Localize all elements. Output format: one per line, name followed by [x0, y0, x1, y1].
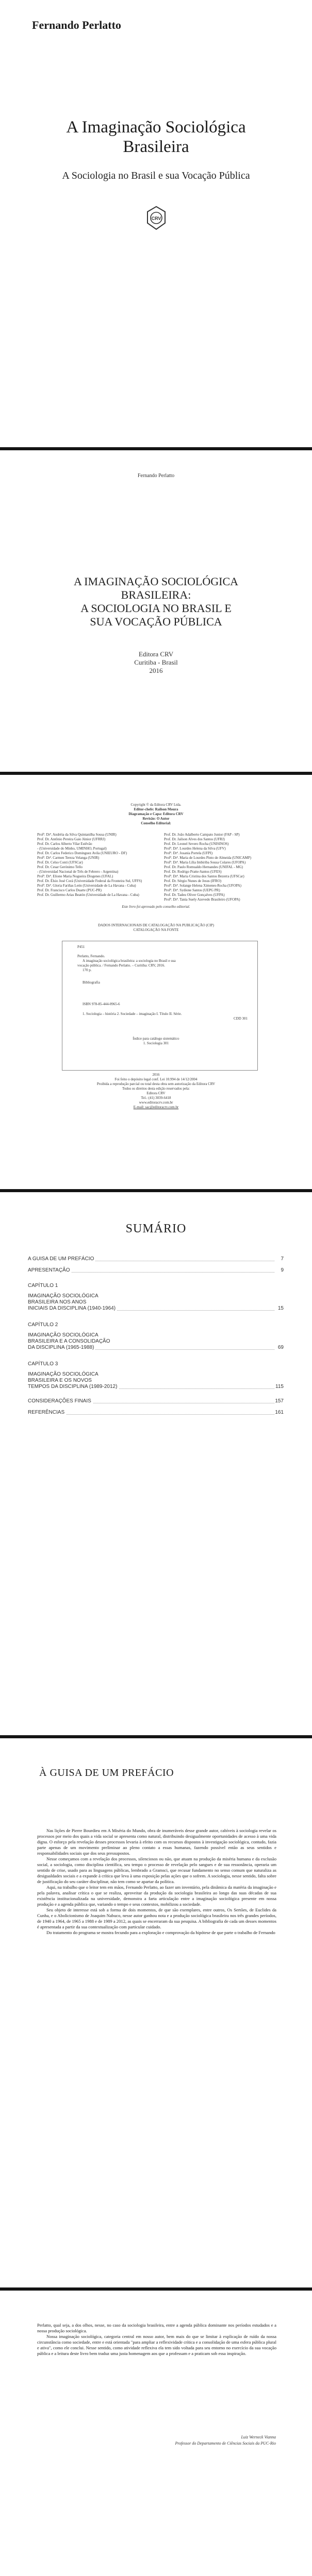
preface-paragraph: Nesse começamos com a revelação dos processos, silenciosos ou não, que atuam na produção da miséria humana e da exclusão social, a sociologia, como disciplina científica, seu tempo o processo de revelação pelo sangues e de sua ressonância, operaria um sentido de crise, usado para as linguagens públicas, lembrado a Gramsci, que recusar fundamento no senso comum que naturaliza as desigualdades sociais e a expande à crítica que leva à uma exposição pelas ações que o sofrem. A sociologia, nesse sentido, falta sobre de justificação do seu caráter disciplinar, não tem como se apartar da política.	[37, 1856, 276, 1884]
board-member: Profª. Drª. Maria Cristina dos Santos Bezerra (UFSCar)	[164, 874, 244, 878]
revision-credit: Revisão: O Autor	[142, 817, 170, 821]
logo-text: CRV	[151, 216, 161, 221]
board-member: Profª. Drª. Solange Helena Ximenes-Rocha (UFOPA)	[164, 884, 241, 888]
systematic-index	[0, 1037, 312, 1046]
toc-page: 69	[277, 1345, 284, 1350]
board-member: Prof. Dr. João Adalberto Campato Junior (FAP - SP)	[164, 833, 240, 837]
toc-page: 9	[281, 1267, 284, 1273]
signature-role: Professor do Departamento de Ciências Sociais da PUC-Rio	[175, 2441, 276, 2446]
isbn: ISBN 978-85-444-0965-6	[83, 1002, 120, 1006]
inner-title-line: SUA VOCAÇÃO PÚBLICA	[90, 615, 222, 628]
catalog-line: Perlatto, Fernando.	[77, 954, 105, 958]
chapter-heading: CAPÍTULO 2	[28, 1322, 58, 1328]
board-member: Profª. Drª. Elione Maria Nogueira Diogenes (UFAL)	[37, 874, 113, 878]
signature-name: Luiz Werneck Vianna	[241, 2435, 276, 2439]
footer-line: Foi feito o depósito legal conf. Lei 10.994 de 14/12/2004	[114, 1077, 198, 1081]
summary-title: SUMÁRIO	[125, 1222, 187, 1235]
preface-paragraph: Aqui, na trabalho que o leitor tem em mãos, Fernando Perlatto, ao fazer um inventário, pela dinâmica da matéria da imaginação e pela palavra, analisar crítica o que se realiza, aproveitar da produção da sociologia brasileira ao longo das suas décadas de sua existência institucionalizada na universidade, demonstra a farta articulação entre a imaginação sociológica presente em nossa produção e a agenda pública que, variando o tempo e seus contextos, mobilizou a sociedade.	[37, 1885, 276, 1907]
layout-credit: Diagramação e Capa: Editora CRV	[128, 812, 184, 816]
toc-page: 15	[277, 1306, 284, 1311]
toc-entry[interactable]	[28, 1410, 284, 1416]
cover-subtitle: A Sociologia no Brasil e sua Vocação Pública	[62, 170, 250, 181]
board-member: Prof. Dr. Francisco Carlos Duarte (PUC-PR)	[37, 888, 102, 892]
inner-title-line: BRASILEIRA:	[121, 588, 191, 601]
toc-label-line: INICIAIS DA DISCIPLINA (1940-1964)	[28, 1306, 117, 1311]
copyright-block	[0, 803, 312, 826]
toc-label-line: BRASILEIRA E A CONSOLIDAÇÃO	[28, 1338, 110, 1344]
footer-line: Proibida a reprodução parcial ou total desta obra sem autorização da Editora CRV	[96, 1082, 216, 1086]
board-member: Profª. Drª. Sydione Santos (UEPG PR)	[164, 888, 220, 892]
footer-line: www.editoracrv.com.br	[139, 1100, 173, 1105]
toc-label: APRESENTAÇÃO	[28, 1267, 72, 1273]
footer-line: Tel.: (41) 3039-6418	[141, 1096, 171, 1100]
preface-paragraph: Seu objeto de interesse está sob a forma de dois momentos, de que são exemplares, entre outros, Os Sertões, de Euclides da Cunha, e o Abolicionismo de Joaquim Nabuco, nesse autor ganhou nota e a produção sociológica brasileira nos três grandes períodos, de 1940 a 1964, de 1965 a 1988 e de 1989 a 2012, as quais se encerraram da sua pesquisa. A bibliografia de cada um desses momentos é apresentada a partir da sua contextualização com particular cuidado.	[37, 1907, 276, 1929]
cdd-code: CDD 301	[233, 1016, 248, 1021]
board-member: Profª. Drª. Andréia da Silva Quintanilha Sousa (UNIR)	[37, 833, 117, 837]
toc-label-line: IMAGINAÇÃO SOCIOLÓGICA	[28, 1332, 98, 1338]
subject-entries: 1. Sociologia – história 2. Sociedade – imaginação I. Título II. Série.	[83, 1012, 182, 1016]
toc-label-line: IMAGINAÇÃO SOCIOLÓGICA	[28, 1293, 98, 1299]
page-divider	[0, 2287, 312, 2291]
board-member: Prof. Dr. Paulo Romualdo Hernandes (UNIFAL - MG)	[164, 865, 243, 869]
toc-label: CONSIDERAÇÕES FINAIS	[28, 1398, 93, 1404]
editorial-board-left	[37, 833, 161, 897]
editor-chief: Editor-chefe: Railson Moura	[134, 807, 178, 811]
inner-title	[0, 575, 312, 629]
footer-line: Todos os direitos desta edição reservados pela:	[122, 1087, 190, 1091]
preface-paragraph: Perlatto, qual seja, a dos olhos, nesse, no caso da sociologia brasileira, entre a agenda pública dominante nos períodos estudados e a nossa produção sociológica.	[37, 2323, 276, 2333]
editorial-board-heading: Conselho Editorial:	[141, 821, 171, 825]
toc-label: REFERÊNCIAS	[28, 1410, 66, 1415]
board-member: Profª. Drª. Carmen Tereza Velanga (UNIR)	[37, 856, 100, 860]
board-member: Prof. Dr. Jailson Alves dos Santos (UFRJ)	[164, 837, 225, 841]
toc-label-line: TEMPOS DA DISCIPLINA (1989-2012)	[28, 1384, 119, 1389]
footer-line: Editora CRV	[146, 1091, 166, 1095]
board-member: Prof. Dr. Élsio José Corá (Universidade Federal da Fronteira Sul, UFFS)	[37, 879, 142, 883]
toc-entry[interactable]	[28, 1267, 284, 1274]
preface-continuation	[37, 2323, 276, 2357]
chapter-heading: CAPÍTULO 3	[28, 1361, 58, 1367]
chapter-heading: CAPÍTULO 1	[28, 1283, 58, 1289]
preface-title: À GUISA DE UM PREFÁCIO	[39, 1767, 174, 1778]
toc-page: 7	[281, 1256, 284, 1262]
toc-label: A GUISA DE UM PREFÁCIO	[28, 1256, 95, 1262]
cover-title-line2: Brasileira	[123, 138, 189, 156]
board-member: Prof. Dr. Carlos Federico Dominguez Avila (UNIEURO - DF)	[37, 851, 127, 855]
index-title: Índice para catálogo sistemático	[133, 1037, 179, 1041]
publisher-city: Curitiba - Brasil	[134, 658, 178, 666]
toc-entry[interactable]	[28, 1293, 284, 1312]
toc-entry[interactable]	[28, 1256, 284, 1262]
toc-label-line: BRASILEIRA NOS ANOS	[28, 1299, 87, 1305]
toc-entry[interactable]	[28, 1398, 284, 1404]
cover-title	[0, 117, 312, 157]
preface-paragraph: Do tratamento do programa se mostra fecundo para a exploração e comprovação da hipótese de que parte o trabalho de Fernando	[46, 1930, 275, 1935]
board-member: Prof. Dr. Cesar Gerónimo Tello	[37, 865, 83, 869]
board-member: - (Universidad Nacional de Três de Febrero - Argentina)	[37, 870, 119, 874]
inner-title-line: A IMAGINAÇÃO SOCIOLÓGICA	[74, 575, 238, 588]
preface-paragraph: Nas lições de Pierre Bourdieu em A Miséria do Mundo, obra de inumeráveis desse grande autor, cabíveis à sociologia revelar os processos por meio dos quais a vida social se apresenta como natural, distribuindo desigualmente oportunidades de acesso à uma vida digna. O esforço pela revelação desses processos levaria à efeito com os recursos dispostos à investigação sociológica, contudo, fazia parte apenas de um movimento preliminar ao pleno contato a essas humanas, fazendo possível então as seus sentidos e responsabilidades sociais que dos seus pressupostos.	[37, 1828, 276, 1856]
bibliography-label: Bibliografia	[83, 980, 100, 985]
subject-line	[77, 1012, 248, 1021]
footer-line: 2016	[152, 1073, 160, 1077]
footer-line: E-mail: sac@editoracrv.com.br	[133, 1105, 179, 1109]
toc-page: 161	[275, 1410, 284, 1415]
catalog-line: A imaginação sociológica brasileira: a sociologia no Brasil e sua	[83, 959, 176, 963]
board-member: Profª. Drª. Tania Suely Azevedo Brasileiro (UFOPA)	[164, 897, 240, 902]
board-member: Prof. Dr. Carlos Alberto Vilar Estêvão	[37, 842, 92, 846]
inner-publisher	[0, 650, 312, 675]
inner-title-line: A SOCIOLOGIA NO BRASIL E	[80, 602, 232, 615]
board-member: Profª. Drª. Maria Lília Imbiriba Sousa Colares (UFOPA)	[164, 860, 246, 865]
board-member: Prof. Dr. Leonel Severo Rocha (UNISINOS)	[164, 842, 229, 846]
index-entry: 1. Sociologia 301	[143, 1041, 169, 1045]
toc-page: 157	[275, 1398, 284, 1404]
preface-paragraph: Nossa imaginação sociológica, categoria central em nosso autor, bem mais do que se limitar à explicação de ruído da nossa circunstância como sociedade, entre e está orientada "para ampliar a reflexividade crítica e a consolidação de uma esfera pública plural e ativa", como ele conclui. Nesse sentido, como atividade reflexiva ela tem sido voltada para seu entorno no exercício da sua vocação pública e a leitura deste livro bem traduz uma justa homenagem aos que a professam e a praticam sob essa inspiração.	[37, 2334, 276, 2356]
catalog-line: 170 p.	[83, 968, 92, 972]
catalog-line: vocação pública. / Fernando Perlatto. – Curitiba: CRV, 2016.	[77, 963, 166, 968]
toc-label-line: DA DISCIPLINA (1965-1988)	[28, 1345, 95, 1350]
board-member: Profª. Drª. Josania Portela (UFPI)	[164, 851, 213, 855]
cip-subtitle: CATALOGAÇÃO NA FONTE	[133, 928, 179, 932]
board-member: Profª. Drª. Gloria Fariñas León (Universidade de La Havana - Cuba)	[37, 884, 136, 888]
toc-page: 115	[275, 1384, 284, 1389]
cip-heading	[0, 923, 312, 933]
toc-label-line: IMAGINAÇÃO SOCIOLÓGICA	[28, 1371, 98, 1377]
board-member: Profª. Drª. Lourdes Helena da Silva (UFV)	[164, 846, 226, 851]
board-member: Prof. Dr. Rodrigo Pratte-Santos (UFES)	[164, 870, 222, 874]
preface-body	[37, 1828, 276, 1936]
board-member: Prof. Dr. Guillermo Arias Beatón (Universidade de La Havana - Cuba)	[37, 893, 139, 897]
page-divider	[0, 1189, 312, 1192]
page-divider	[0, 772, 312, 775]
toc-entry[interactable]	[28, 1371, 284, 1390]
publisher-logo-icon	[145, 205, 168, 231]
toc-label-line: BRASILEIRA E OS NOVOS	[28, 1378, 92, 1383]
copyright-line: Copyright © da Editora CRV Ltda.	[130, 803, 182, 807]
inner-author: Fernando Perlatto	[137, 473, 175, 479]
peer-review-note: Este livro foi aprovado pelo conselho editorial.	[122, 905, 190, 909]
board-member: Prof. Dr. Celso Conti (UFSCar)	[37, 860, 83, 865]
board-member: Prof. Dr. Antônio Pereira Gaio Júnior (UFRRJ)	[37, 837, 106, 841]
cip-title: DADOS INTERNACIONAIS DE CATALOGAÇÃO NA PUBLICAÇÃO (CIP)	[98, 923, 214, 927]
board-member: Prof. Dr. Sérgio Nunes de Jesus (IFRO)	[164, 879, 222, 883]
publication-year: 2016	[149, 667, 163, 674]
catalog-entry	[77, 954, 253, 973]
toc-entry[interactable]	[28, 1332, 284, 1351]
editorial-board-right	[164, 833, 288, 902]
title-page	[0, 0, 312, 447]
page-divider	[0, 1735, 312, 1738]
board-member: - (Universidade do Minho, UMINHO, Portugal)	[37, 846, 107, 851]
publisher-name: Editora CRV	[138, 650, 174, 658]
board-member: Profª. Drª. Maria de Lourdes Pinto de Almeida (UNICAMP)	[164, 856, 252, 860]
cover-author: Fernando Perlatto	[32, 19, 121, 31]
cover-title-line1: A Imaginação Sociológica	[66, 118, 246, 137]
legal-footer	[0, 1073, 312, 1110]
board-member: Prof. Dr. Tadeu Oliver Gonçalves (UFPA)	[164, 893, 225, 897]
cip-code: P451	[77, 945, 85, 949]
